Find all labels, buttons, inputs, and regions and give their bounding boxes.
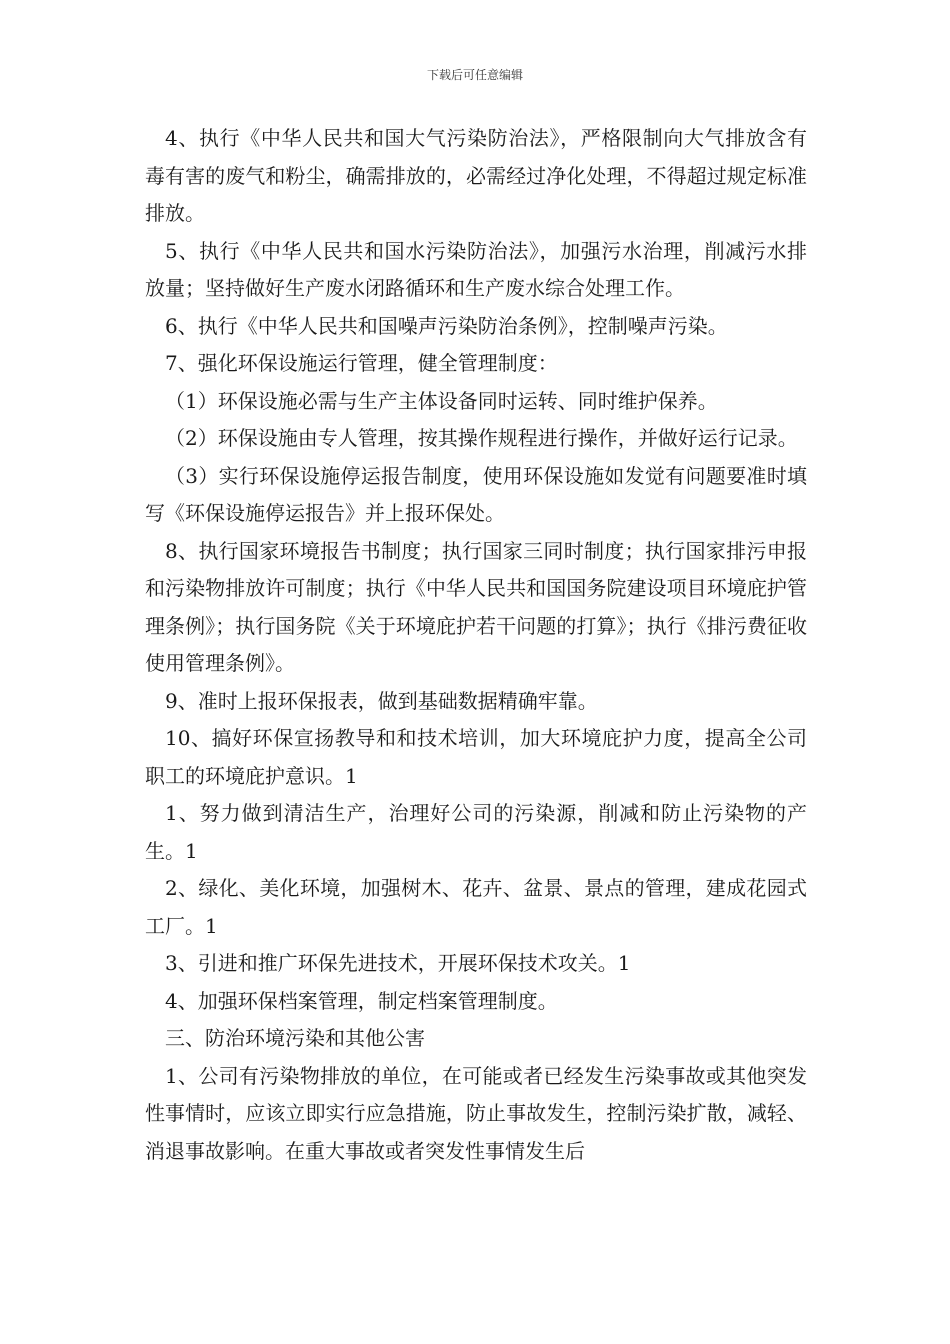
paragraph-goal-4: 4、加强环保档案管理，制定档案管理制度。 [165, 988, 558, 1013]
paragraph-item-7-facilities: 7、强化环保设施运行管理，健全管理制度： [165, 351, 558, 375]
document-body [145, 120, 807, 1170]
paragraph-item-6-noise: 6、执行《中华人民共和国噪声污染防治条例》，控制噪声污染。 [165, 313, 728, 338]
paragraph-subitem-1: （1）环保设施必需与生产主体设备同时运转、同时维护保养。 [165, 388, 718, 413]
paragraph-item-10-training: 10、搞好环保宣扬教导和和技术培训，加大环境庇护力度，提高全公司职工的环境庇护意识。1 [145, 726, 807, 788]
paragraph-subitem-2: （2）环保设施由专人管理，按其操作规程进行操作，并做好运行记录。 [165, 426, 798, 450]
paragraph-subitem-3: （3）实行环保设施停运报告制度，使用环保设施如发觉有问题要准时填写《环保设施停运报告》并上报环保处。 [145, 463, 807, 525]
page-header: 下载后可任意编辑 [426, 68, 523, 82]
paragraph-item-5-water: 5、执行《中华人民共和国水污染防治法》，加强污水治理，削减污水排放量；坚持做好生产废水闭路循环和生产废水综合处理工作。 [145, 238, 807, 300]
paragraph-goal-3: 3、引进和推广环保先进技术，开展环保技术攻关。1 [165, 951, 631, 975]
paragraph-section-3-item-1: 1、公司有污染物排放的单位，在可能或者已经发生污染事故或其他突发性事情时，应该立即实行应急措施，防止事故发生，控制污染扩散，减轻、消退事故影响。在重大事故或者突发性事情发生后 [145, 1063, 807, 1163]
paragraph-goal-1: 1、努力做到清洁生产，治理好公司的污染源，削减和防止污染物的产生。1 [145, 801, 807, 863]
paragraph-item-9-reports: 9、准时上报环保报表，做到基础数据精确牢靠。 [165, 688, 598, 713]
paragraph-item-4-air: 4、执行《中华人民共和国大气污染防治法》，严格限制向大气排放含有毒有害的废气和粉尘，确需排放的，必需经过净化处理，不得超过规定标准排放。 [145, 126, 807, 225]
section-heading-3: 三、防治环境污染和其他公害 [165, 1026, 425, 1050]
paragraph-item-8-regulations: 8、执行国家环境报告书制度；执行国家三同时制度；执行国家排污申报和污染物排放许可制度；执行《中华人民共和国国务院建设项目环境庇护管理条例》；执行国务院《关于环境庇护若干问题的打算》；执行《排污费征收使用管理条例》。 [145, 538, 807, 675]
paragraph-goal-2: 2、绿化、美化环境，加强树木、花卉、盆景、景点的管理，建成花园式工厂。1 [145, 876, 807, 938]
